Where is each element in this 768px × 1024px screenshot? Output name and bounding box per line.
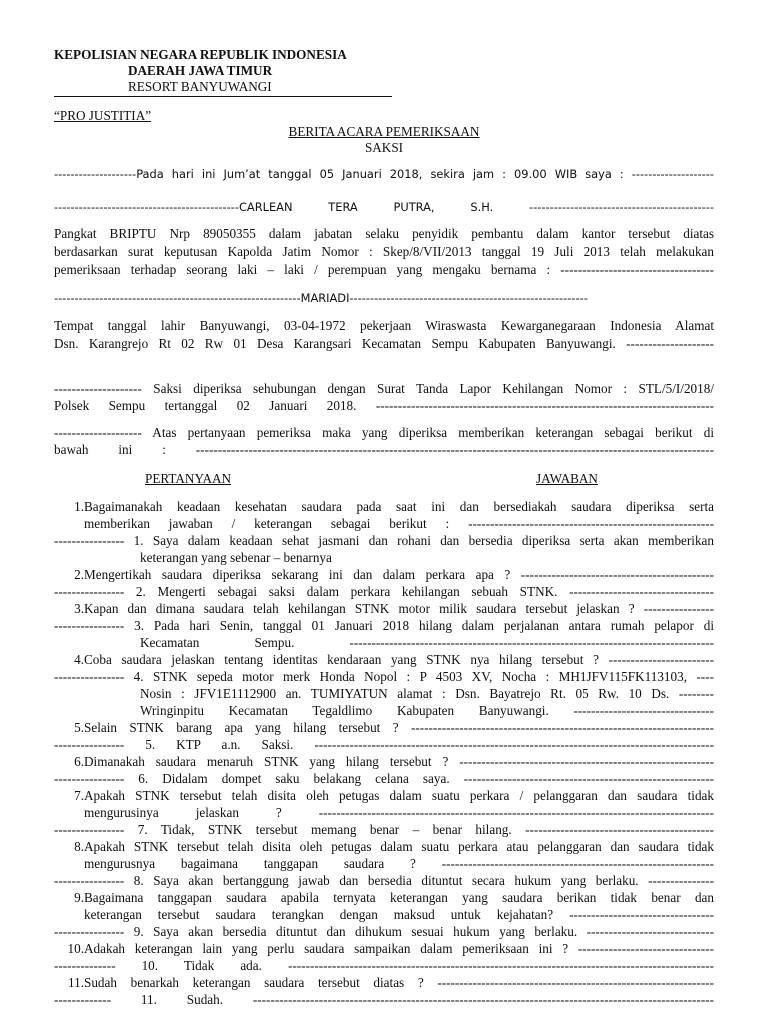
qa-line: Bagaimanakah keadaan kesehatan saudara pada saat ini dan bersediakah saudara diperiksa serta [84,499,714,514]
qa-number: 2. [74,567,84,582]
org-line-3: RESORT BANYUWANGI [128,79,272,94]
para3-line: -------------------- Saksi diperiksa sehubungan dengan Surat Tanda Lapor Kehilangan Nomor : STL/5/I/2018/ [54,381,714,396]
doc-subtitle: SAKSI [364,140,404,155]
qa-line: Wringinpitu Kecamatan Tegaldlimo Kabupaten Banyuwangi. -------------------------------- [140,703,714,718]
para1-line: pemeriksaan terhadap seorang laki – laki / perempuan yang mengaku bernama : ----------------------------------- [54,262,714,277]
qa-number: 7. [74,788,84,803]
qa-line: ------------- 11. Sudah. --------------------------------------------------------------------------------------------------------- [54,992,714,1007]
column-answer-heading: JAWABAN [536,471,598,486]
qa-number: 5. [74,720,84,735]
qa-line: Coba saudara jelaskan tentang identitas kendaraan yang STNK nya hilang tersebut ? ------------------------ [84,652,714,667]
para4-line: -------------------- Atas pertanyaan pemeriksa maka yang diperiksa memberikan keterangan sebagai berikut di [54,425,714,440]
qa-number: 4. [74,652,84,667]
qa-line: keterangan yang sebenar – benarnya [140,550,332,565]
pro-justitia: “PRO JUSTITIA” [54,108,152,123]
qa-number: 1. [74,499,84,514]
header-underline [54,96,392,97]
examiner-line: ---------------------------------------------CARLEAN TERA PUTRA, S.H. --------------------------------------------- [54,200,714,214]
para4-line: bawah ini : ---------------------------------------------------------------------------------------------------------------------- [54,442,714,457]
qa-line: keterangan tersebut saudara terangkan dengan maksud untuk kejahatan? --------------------------------- [84,907,714,922]
opening-line: --------------------Pada hari ini Jum’at tanggal 05 Januari 2018, sekira jam : 09.00 WIB saya : -------------------- [54,167,714,181]
qa-number: 10. [67,941,84,956]
para2-line: Dsn. Karangrejo Rt 02 Rw 01 Desa Karangsari Kecamatan Sempu Kabupaten Banyuwangi. -------------------- [54,336,714,351]
qa-number: 6. [74,754,84,769]
qa-number: 3. [74,601,84,616]
qa-line: ---------------- 2. Mengerti sebagai saksi dalam perkara kehilangan sebuah STNK. --------------------------------- [54,584,714,599]
para1-line: berdasarkan surat keputusan Kapolda Jatim Nomor : Skep/8/VII/2013 tanggal 19 Juli 2013 telah melakukan [54,244,714,259]
qa-line: Kecamatan Sempu. ----------------------------------------------------------------------------------- [140,635,714,650]
para3-line: Polsek Sempu tertanggal 02 Januari 2018. ----------------------------------------------------------------------------- [54,398,714,413]
qa-number: 8. [74,839,84,854]
qa-line: Nosin : JFV1E1112900 an. TUMIYATUN alamat : Dsn. Bayatrejo Rt. 05 Rw. 10 Ds. -------- [140,686,714,701]
qa-number: 11. [68,975,84,990]
doc-title: BERITA ACARA PEMERIKSAAN [288,124,480,139]
qa-line: ---------------- 3. Pada hari Senin, tanggal 01 Januari 2018 hilang dalam perjalanan antara rumah pelapor di [54,618,714,633]
qa-line: Sudah benarkah keterangan saudara tersebut diatas ? --------------------------------------------------------------- [84,975,714,990]
column-question-heading: PERTANYAAN [145,471,232,486]
qa-line: Apakah STNK tersebut telah disita oleh petugas dalam suatu perkara atau pelanggaran dan saudara tidak [84,839,714,854]
qa-line: mengurusinya jelaskan ? ------------------------------------------------------------------------------------------ [84,805,714,820]
qa-line: Apakah STNK tersebut telah disita oleh petugas dalam suatu perkara / pelanggaran dan saudara tidak [84,788,714,803]
qa-line: Mengertikah saudara diperiksa sekarang ini dan dalam perkara apa ? -------------------------------------------- [84,567,714,582]
witness-line: ------------------------------------------------------------MARIADI---------------------------------------------------------- [54,291,588,305]
qa-line: ---------------- 9. Saya akan bersedia dituntut dan dihukum sesuai hukum yang berlaku. ----------------------------- [54,924,714,939]
qa-line: ---------------- 7. Tidak, STNK tersebut memang benar – benar hilang. ------------------------------------------- [54,822,714,837]
org-line-2: DAERAH JAWA TIMUR [128,63,273,78]
qa-line: ---------------- 8. Saya akan bertanggung jawab dan bersedia dituntut secara hukum yang berlaku. --------------- [54,873,714,888]
para2-line: Tempat tanggal lahir Banyuwangi, 03-04-1972 pekerjaan Wiraswasta Kewarganegaraan Indonesia Alamat [54,318,714,333]
qa-line: Dimanakah saudara menaruh STNK yang hilang tersebut ? ---------------------------------------------------------- [84,754,714,769]
qa-line: ---------------- 1. Saya dalam keadaan sehat jasmani dan rohani dan bersedia diperiksa serta akan memberikan [54,533,714,548]
qa-line: Selain STNK barang apa yang hilang tersebut ? --------------------------------------------------------------------- [84,720,714,735]
qa-line: -------------- 10. Tidak ada. ------------------------------------------------------------------------------------------------- [54,958,714,973]
qa-line: memberikan jawaban / keterangan sebagai berikut : -------------------------------------------------------- [84,516,714,531]
qa-line: ---------------- 5. KTP a.n. Saksi. ------------------------------------------------------------------------------------------- [54,737,714,752]
qa-number: 9. [74,890,84,905]
qa-line: Kapan dan dimana saudara telah kehilangan STNK motor milik saudara tersebut jelaskan ? ---------------- [84,601,714,616]
qa-line: ---------------- 6. Didalam dompet saku belakang celana saya. --------------------------------------------------------- [54,771,714,786]
qa-line: Adakah keterangan lain yang perlu saudara sampaikan dalam pemeriksaan ini ? ------------------------------- [84,941,714,956]
qa-line: mengurusnya bagaimana tanggapan saudara ? -------------------------------------------------------------- [84,856,714,871]
para1-line: Pangkat BRIPTU Nrp 89050355 dalam jabatan selaku penyidik pembantu dalam kantor tersebut diatas [54,226,714,241]
org-line-1: KEPOLISIAN NEGARA REPUBLIK INDONESIA [54,47,347,62]
qa-line: Bagaimana tanggapan saudara apabila ternyata keterangan yang saudara berikan tidak benar dan [84,890,714,905]
qa-line: ---------------- 4. STNK sepeda motor merk Honda Nopol : P 4503 XV, Nocha : MH1JFV115FK113103, ---- [54,669,714,684]
